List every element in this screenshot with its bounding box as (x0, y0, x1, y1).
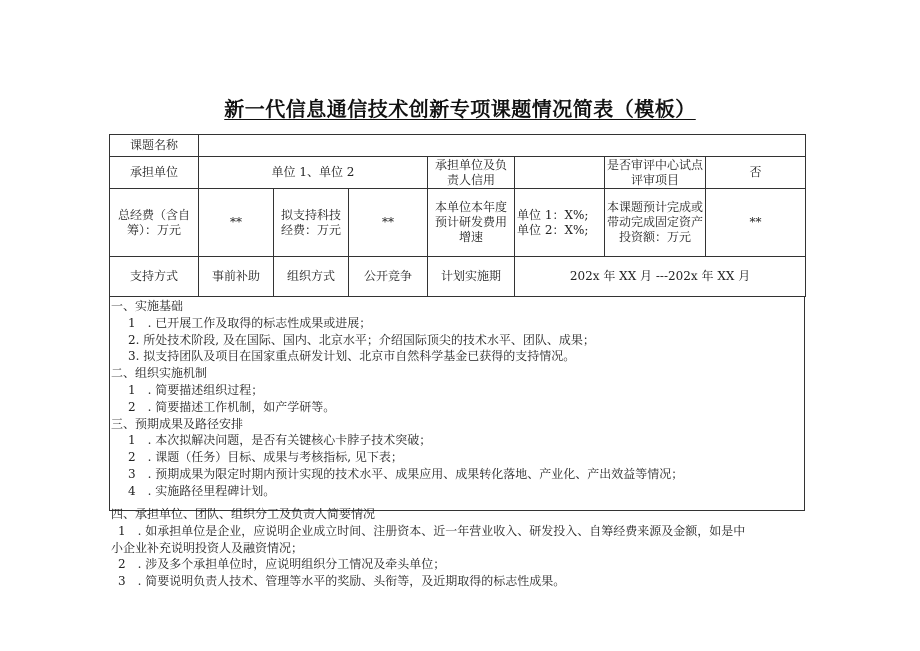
section-3-item-2: 2 . 课题（任务）目标、成果与考核指标, 见下表； (128, 450, 403, 464)
section-4-item-2: 2 . 涉及多个承担单位时，应说明组织分工情况及牵头单位； (118, 557, 446, 571)
section-1-item-2: 2. 所处技术阶段, 及在国际、国内、北京水平；介绍国际顶尖的技术水平、团队、成果； (128, 333, 595, 347)
label-review-pilot: 是否审评中心试点评审项目 (605, 157, 706, 189)
label-fixed-investment: 本课题预计完成或带动完成固定资产投资额：万元 (605, 189, 706, 257)
value-support-funding: ** (349, 189, 428, 257)
row-support-method (110, 257, 806, 297)
section-1-heading: 一、实施基础 (111, 299, 184, 313)
value-support-method: 事前补助 (199, 257, 274, 297)
section-2-item-2: 2 . 简要描述工作机制，如产学研等。 (128, 400, 336, 414)
value-plan-period: 202x 年 XX 月 ---202x 年 XX 月 (515, 257, 806, 297)
section-3-item-3: 3 . 预期成果为限定时期内预计实现的技术水平、成果应用、成果转化落地、产业化、产出效益等情况； (128, 467, 684, 481)
section-2-item-1: 1 . 简要描述组织过程； (128, 383, 264, 397)
value-review-pilot: 否 (706, 157, 806, 189)
label-project-name: 课题名称 (110, 135, 199, 157)
section-4-heading: 四、承担单位、团队、组织分工及负责人简要情况 (111, 507, 376, 521)
row-project-name (110, 135, 806, 157)
section-3-item-4: 4 . 实施路径里程碑计划。 (128, 484, 276, 498)
page-title: 新一代信息通信技术创新专项课题情况简表（模板） (224, 97, 696, 121)
label-org-method: 组织方式 (274, 257, 349, 297)
rd-growth-unit2: 单位 2：X%; (517, 222, 589, 237)
section-1-item-3: 3. 拟支持团队及项目在国家重点研发计划、北京市自然科学基金已获得的支持情况。 (128, 349, 576, 363)
label-undertaking-unit: 承担单位 (110, 157, 199, 189)
project-summary-table (109, 134, 806, 297)
section-3-item-1: 1 . 本次拟解决问题，是否有关键核心卡脖子技术突破； (128, 433, 432, 447)
label-support-method: 支持方式 (110, 257, 199, 297)
rd-growth-unit1: 单位 1：X%; (517, 207, 589, 222)
value-total-funding: ** (199, 189, 274, 257)
section-4-item-1a: 1 . 如承担单位是企业，应说明企业成立时间、注册资本、近一年营业收入、研发投入、自筹经费来源及金额，如是中 (118, 524, 746, 538)
section-4-item-1b: 小企业补充说明投资人及融资情况； (111, 541, 304, 555)
value-project-name (199, 135, 806, 157)
value-undertaking-unit: 单位 1、单位 2 (199, 157, 428, 189)
value-fixed-investment: ** (706, 189, 806, 257)
section-1-item-1: 1 . 已开展工作及取得的标志性成果或进展； (128, 316, 372, 330)
value-credit (515, 157, 605, 189)
value-rd-growth (515, 189, 605, 257)
label-plan-period: 计划实施期 (428, 257, 515, 297)
label-total-funding: 总经费（含自筹）：万元 (110, 189, 199, 257)
section-2-heading: 二、组织实施机制 (111, 366, 208, 380)
row-funding (110, 189, 806, 257)
label-rd-growth: 本单位本年度预计研发费用增速 (428, 189, 515, 257)
section-4-item-3: 3 . 简要说明负责人技术、管理等水平的奖励、头衔等，及近期取得的标志性成果。 (118, 574, 566, 588)
row-undertaking-unit (110, 157, 806, 189)
value-org-method: 公开竞争 (349, 257, 428, 297)
label-credit: 承担单位及负责人信用 (428, 157, 515, 189)
section-3-heading: 三、预期成果及路径安排 (111, 417, 244, 431)
label-support-funding: 拟支持科技经费：万元 (274, 189, 349, 257)
